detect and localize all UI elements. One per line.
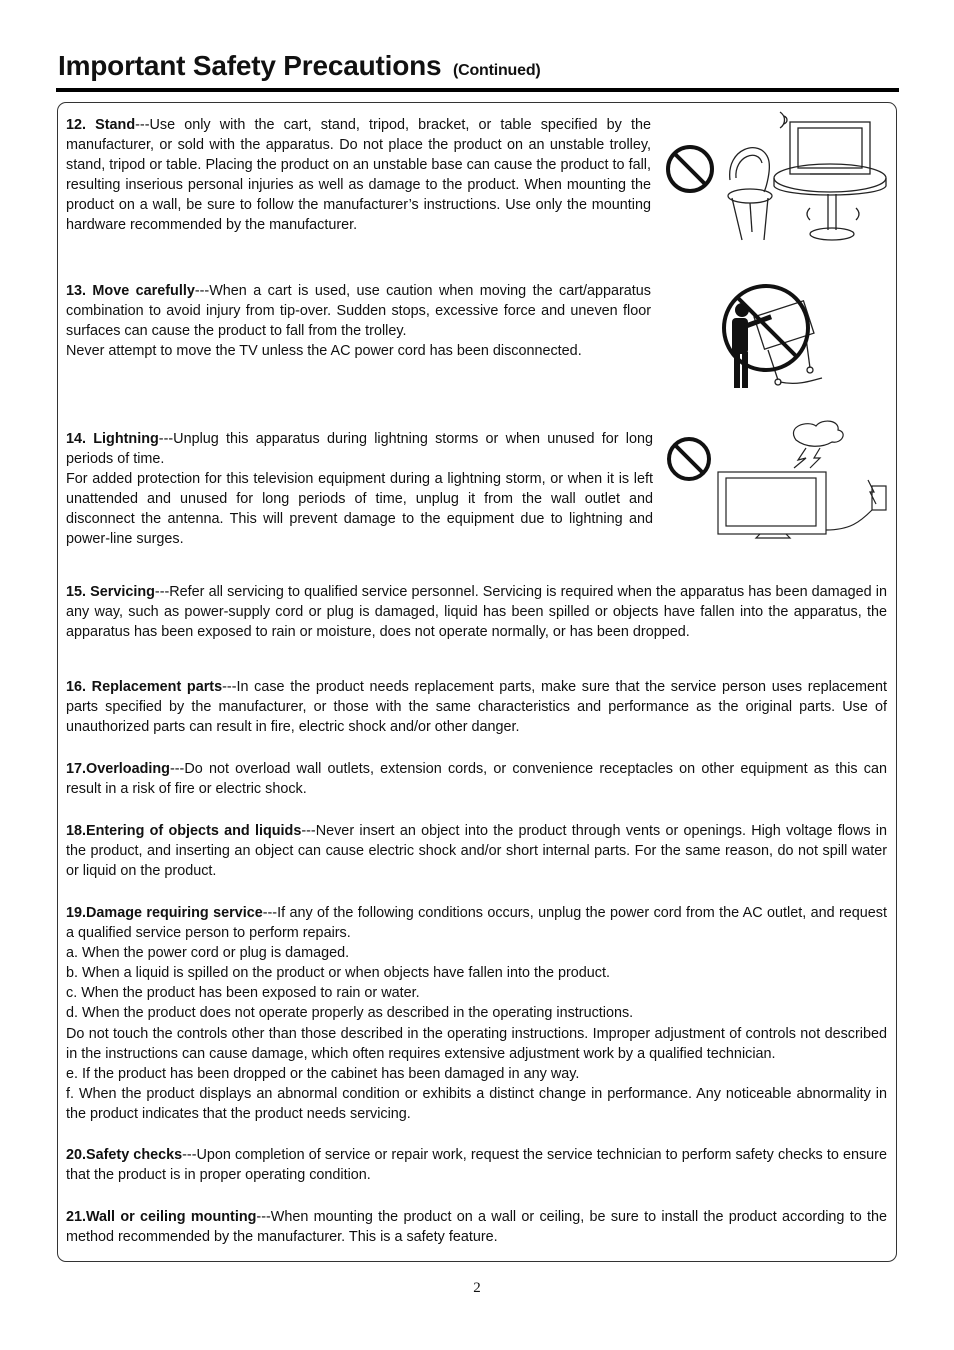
no-symbol-icon xyxy=(669,439,709,479)
item-extra: e. If the product has been dropped or the cabinet has been damaged in any way. xyxy=(66,1065,580,1082)
chair-and-tv-on-table-illustration xyxy=(660,108,892,248)
item-extra: f. When the product displays an abnormal condition or exhibits a distinct change in performance. Any noticeable abnormality in the product indicates that the product needs servicing. xyxy=(66,1085,887,1122)
item-body: ---Do not overload wall outlets, extension cords, or convenience receptacles on other equipment as this can result in a risk of fire or electric shock. xyxy=(66,761,887,798)
tv-with-plug-illustration xyxy=(718,472,886,538)
item-extra: Never attempt to move the TV unless the AC power cord has been disconnected. xyxy=(66,343,582,360)
item-heading: 17.Overloading xyxy=(66,761,170,777)
item-body: ---Refer all servicing to qualified service personnel. Servicing is required when the apparatus has been damaged in any way, such as power-supply cord or plug is damaged, liquid has been spilled or objects have fallen into the apparatus, the apparatus has been exposed to rain or moisture, does not operate normally, or has been dropped. xyxy=(66,584,887,641)
title-subtitle: (Continued) xyxy=(452,62,541,79)
item-servicing xyxy=(66,582,887,642)
item-body: ---In case the product needs replacement parts, make sure that the service person uses replacement parts specified by the manufacturer, or those with the same characteristics and performance as the original parts. Use of unauthorized parts can result in fire, electric shock and/or other danger. xyxy=(66,679,887,736)
item-extra: For added protection for this television equipment during a lightning storm, or when it is left unattended and unused for long periods of time, unplug it from the wall outlet and disconnect the antenna. This will prevent damage to the equipment due to lightning and power-line surges. xyxy=(66,471,653,548)
title-text: Important Safety Precautions xyxy=(58,50,442,81)
item-heading: 16. Replacement parts xyxy=(66,679,223,695)
item-body: ---Upon completion of service or repair work, request the service technician to perform safety checks to ensure that the product is in proper operating condition. xyxy=(66,1147,887,1184)
item-overloading xyxy=(66,759,887,799)
item-body: ---If any of the following conditions occurs, unplug the power cord from the AC outlet, and request a qualified service person to perform repairs. xyxy=(66,905,887,942)
item-body: ---When a cart is used, use caution when moving the cart/apparatus combination to avoid injury from tip-over. Sudden stops, excessive force and uneven floor surfaces can cause the product to fall from the trolley. xyxy=(66,283,651,340)
page-number: 2 xyxy=(473,1280,481,1296)
item-entering-objects xyxy=(66,821,887,881)
item-heading: 18.Entering of objects and liquids xyxy=(66,823,302,839)
title-rule xyxy=(56,88,899,92)
item-heading: 14. Lightning xyxy=(66,431,159,447)
item-wall-mounting xyxy=(66,1207,887,1247)
page-title xyxy=(58,50,541,82)
item-body: ---Unplug this apparatus during lightning storms or when unused for long periods of time. xyxy=(66,431,653,468)
lightning-cloud-illustration xyxy=(660,418,892,544)
item-extra: Do not touch the controls other than those described in the operating instructions. Improper adjustment of controls not described in the instructions can cause damage, which often requires extensive adjustment work by a qualified technician. xyxy=(66,1025,887,1062)
item-body: ---Use only with the cart, stand, tripod, bracket, or table specified by the manufacturer, or sold with the apparatus. Do not place the product on an unstable trolley, stand, tripod or table. Placing the product on an unstable base can cause the product to fall, resulting inserious personal injuries as well as damage to the product. When mounting the product on a wall, be sure to follow the manufacturer’s instructions. Use only the mounting hardware recommended by the manufacturer. xyxy=(66,117,651,234)
item-heading: 12. Stand xyxy=(66,117,136,133)
item-damage-requiring-service xyxy=(66,903,887,1124)
item-stand xyxy=(66,115,651,236)
item-heading: 19.Damage requiring service xyxy=(66,905,263,921)
item-body: ---Never insert an object into the product through vents or openings. High voltage flows in the product, and inserting an object can cause electric shock and/or short internal parts. For the same reason, do not spill water or liquid on the product. xyxy=(66,823,887,880)
item-heading: 20.Safety checks xyxy=(66,1147,183,1163)
item-lightning xyxy=(66,429,653,550)
item-extra: b. When a liquid is spilled on the product or when objects have fallen into the product. xyxy=(66,965,610,982)
item-move-carefully xyxy=(66,281,651,361)
item-extra: d. When the product does not operate properly as described in the operating instructions. xyxy=(66,1005,634,1022)
no-symbol-icon xyxy=(668,147,712,191)
item-heading: 15. Servicing xyxy=(66,584,155,600)
item-safety-checks xyxy=(66,1145,887,1185)
item-extra: a. When the power cord or plug is damaged. xyxy=(66,945,350,962)
item-replacement-parts xyxy=(66,677,887,737)
item-extra: c. When the product has been exposed to rain or water. xyxy=(66,985,420,1002)
person-moving-tv-cart-illustration xyxy=(718,270,830,398)
item-heading: 21.Wall or ceiling mounting xyxy=(66,1209,257,1225)
item-body: ---When mounting the product on a wall or ceiling, be sure to install the product according to the method recommended by the manufacturer. This is a safety feature. xyxy=(66,1209,887,1246)
item-heading: 13. Move carefully xyxy=(66,283,195,299)
